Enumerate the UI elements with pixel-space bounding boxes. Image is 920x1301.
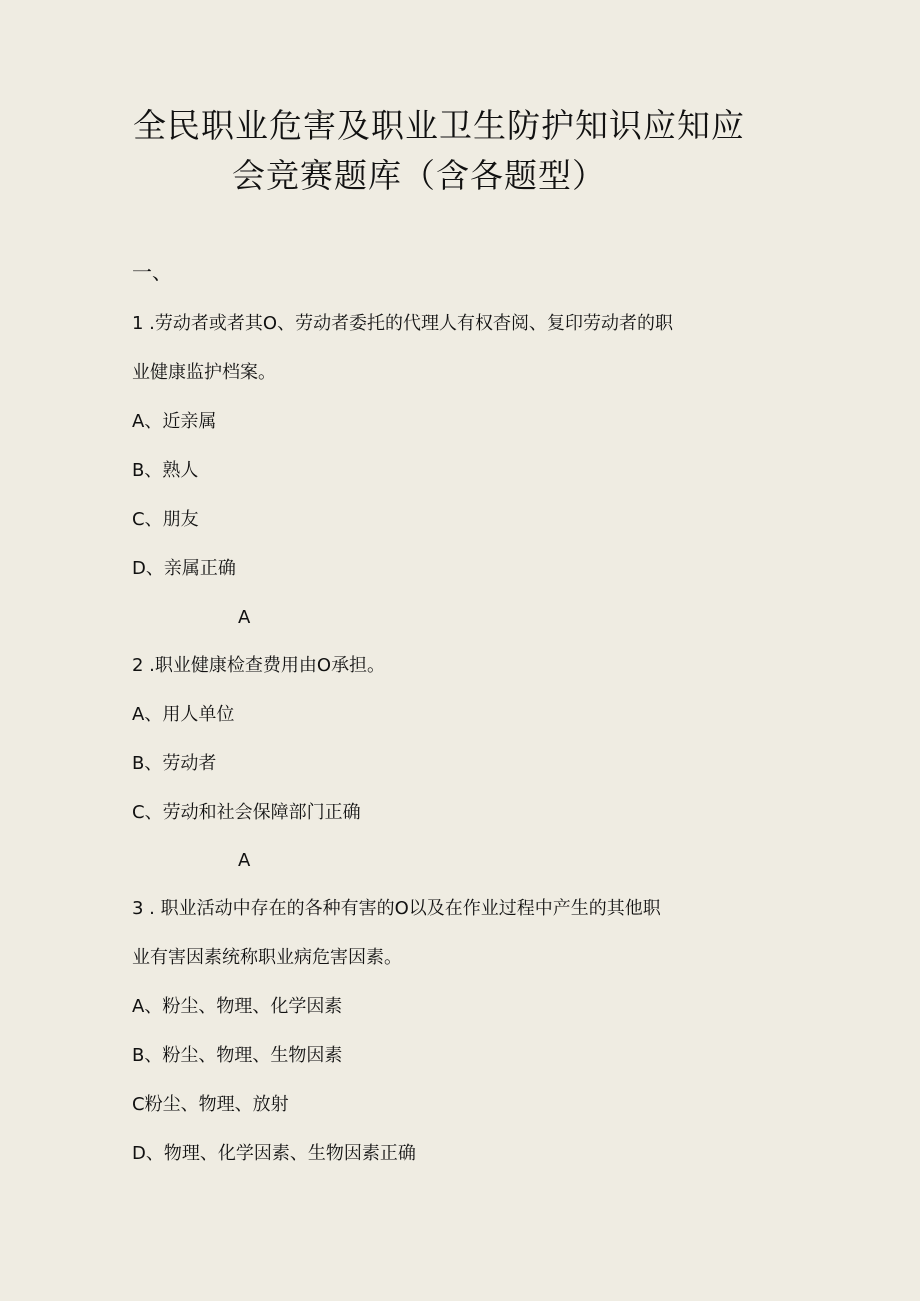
question-1-answer: A (238, 607, 251, 628)
question-1-option-b: B、熟人 (132, 460, 199, 481)
question-3-stem-line-2: 业有害因素统称职业病危害因素。 (132, 947, 402, 968)
question-2-option-c: C、劳动和社会保障部门正确 (132, 802, 361, 823)
question-3-option-c: C粉尘、物理、放射 (132, 1094, 289, 1115)
question-3-option-d: D、物理、化学因素、生物因素正确 (132, 1143, 416, 1164)
question-1-option-a: A、近亲属 (132, 411, 217, 432)
question-1-stem-line-2: 业健康监护档案。 (132, 362, 276, 383)
section-heading: 一、 (132, 260, 172, 284)
question-2-stem-line-1: 2 .职业健康检查费用由O承担。 (132, 655, 386, 676)
document-title-line-2: 会竞赛题库（含各题型） (232, 156, 606, 195)
document-title-line-1: 全民职业危害及职业卫生防护知识应知应 (133, 106, 745, 145)
question-3-stem-line-1: 3 . 职业活动中存在的各种有害的O以及在作业过程中产生的其他职 (132, 898, 661, 919)
question-2-answer: A (238, 850, 251, 871)
question-2-option-a: A、用人单位 (132, 704, 235, 725)
question-1-stem-line-1: 1 .劳动者或者其O、劳动者委托的代理人有权杳阅、复印劳动者的职 (132, 313, 674, 334)
question-1-option-d: D、亲属正确 (132, 558, 236, 579)
question-3-option-b: B、粉尘、物理、生物因素 (132, 1045, 343, 1066)
question-1-option-c: C、朋友 (132, 509, 199, 530)
question-3-option-a: A、粉尘、物理、化学因素 (132, 996, 343, 1017)
question-2-option-b: B、劳动者 (132, 753, 217, 774)
